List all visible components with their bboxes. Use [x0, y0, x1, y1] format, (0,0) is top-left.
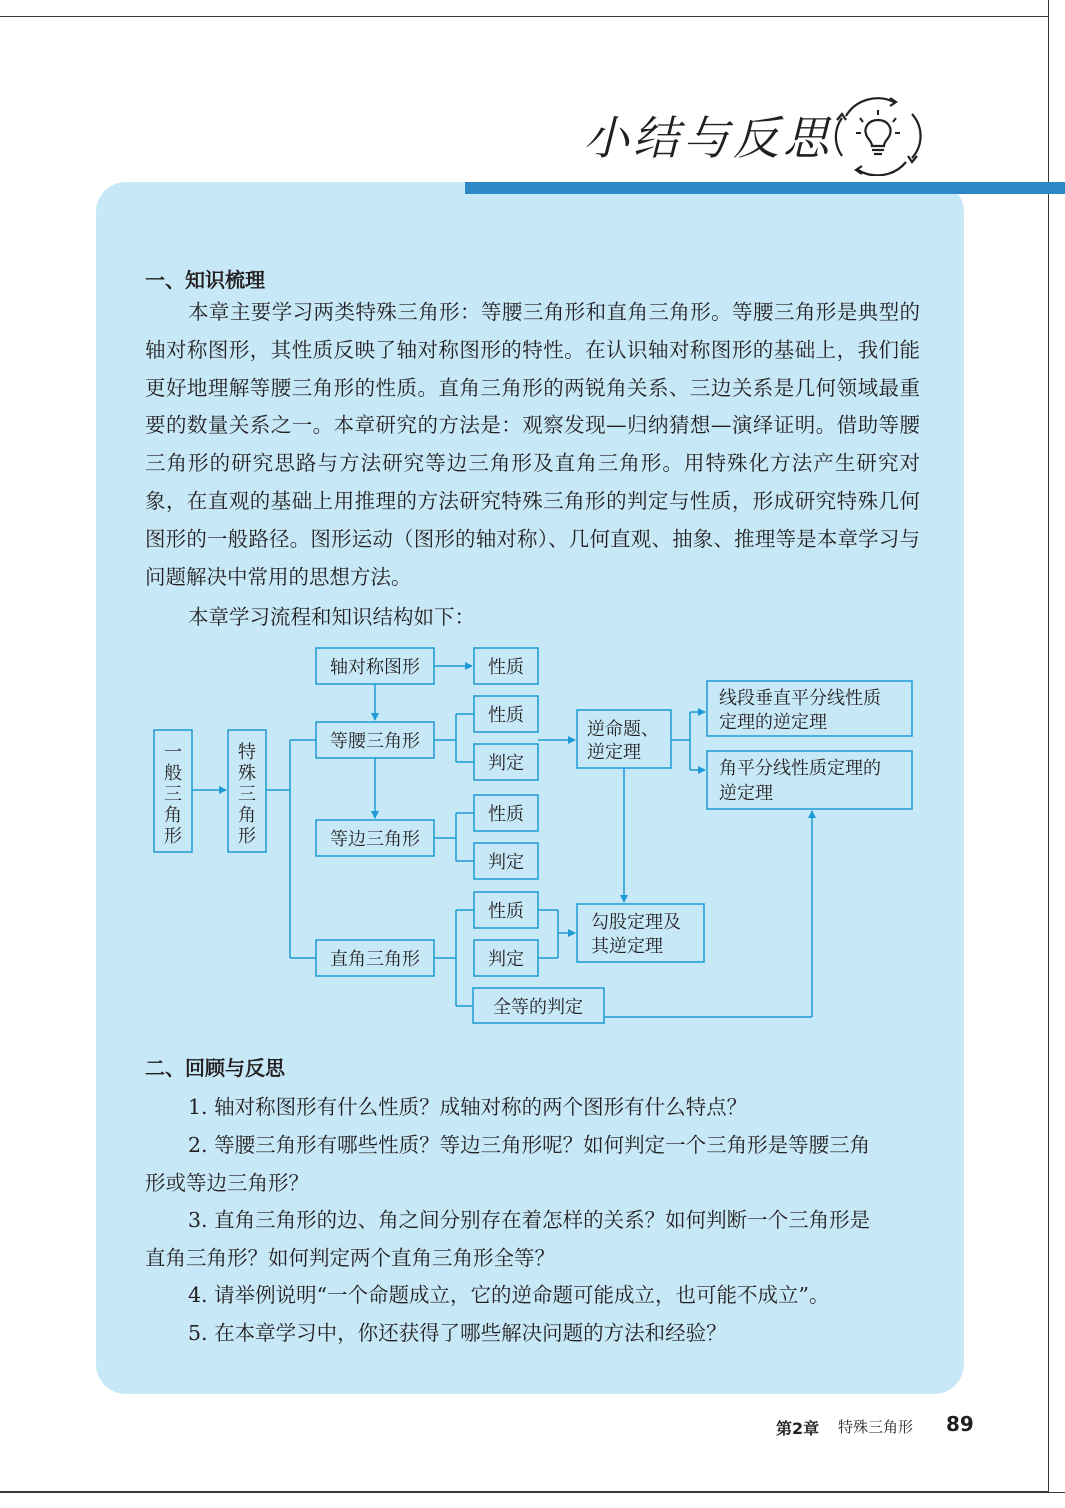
bottom-rule	[0, 1492, 1065, 1493]
lightbulb-cycle-icon	[832, 96, 924, 176]
st-text-char: 角	[238, 805, 256, 826]
st-text-char: 特	[238, 742, 256, 763]
gt-text-char: 般	[164, 763, 182, 784]
diagram-intro: 本章学习流程和知识结构如下：	[188, 605, 475, 629]
gt-text-char: 三	[164, 784, 182, 805]
page-number: 89	[946, 1412, 974, 1436]
converse-label-1: 逆命题、	[587, 719, 659, 740]
axial-property-label: 性质	[488, 657, 524, 678]
section2-heading: 二、回顾与反思	[145, 1056, 285, 1080]
isosceles-judgement-label: 判定	[488, 753, 524, 774]
footer-chapter-name: 特殊三角形	[838, 1418, 914, 1436]
isosceles-label: 等腰三角形	[330, 731, 420, 752]
equilateral-label: 等边三角形	[330, 829, 420, 850]
gt-text-char: 角	[164, 805, 182, 826]
question-3a: 3. 直角三角形的边、角之间分别存在着怎样的关系？如何判断一个三角形是	[188, 1208, 871, 1232]
section1-heading: 一、知识梳理	[145, 268, 265, 292]
bisector-label-2: 定理的逆定理	[719, 712, 827, 733]
question-1: 1. 轴对称图形有什么性质？成轴对称的两个图形有什么特点？	[188, 1095, 748, 1119]
knowledge-structure-diagram	[140, 640, 930, 1032]
title-accent-bar	[465, 182, 1065, 194]
congruence-label: 全等的判定	[493, 997, 583, 1018]
st-text-char: 形	[238, 826, 256, 847]
converse-label-2: 逆定理	[587, 742, 641, 763]
pythagoras-label-1: 勾股定理及	[591, 912, 681, 933]
pythagoras-label-2: 其逆定理	[591, 936, 663, 957]
question-2b: 形或等边三角形？	[145, 1171, 309, 1195]
section1-paragraph: 本章主要学习两类特殊三角形：等腰三角形和直角三角形。等腰三角形是典型的轴对称图形，其性质反映了轴对称图形的特性。在认识轴对称图形的基础上，我们能更好地理解等腰三角形的性质。直角三角形的两锐角关系、三边关系是几何领域最重要的数量关系之一。本章研究的方法是：观察发现—归纳猜想—演绎证明。借助等腰三角形的研究思路与方法研究等边三角形及直角三角形。用特殊化方法产生研究对象，在直观的基础上用推理的方法研究特殊三角形的判定与性质，形成研究特殊几何图形的一般路径。图形运动（图形的轴对称）、几何直观、抽象、推理等是本章学习与问题解决中常用的思想方法。	[145, 300, 920, 589]
right-property-label: 性质	[488, 901, 524, 922]
st-text-char: 殊	[238, 763, 256, 784]
angle-label-1: 角平分线性质定理的	[719, 758, 881, 779]
special-triangle-text	[238, 742, 256, 847]
angle-label-2: 逆定理	[719, 783, 773, 804]
question-2a: 2. 等腰三角形有哪些性质？等边三角形呢？如何判定一个三角形是等腰三角	[188, 1133, 871, 1157]
question-3b: 直角三角形？如何判定两个直角三角形全等？	[145, 1246, 555, 1270]
footer-chapter: 第2章	[776, 1419, 820, 1438]
gt-text-char: 一	[164, 742, 182, 763]
gt-text-char: 形	[164, 826, 182, 847]
st-text-char: 三	[238, 784, 256, 805]
question-4: 4. 请举例说明“一个命题成立，它的逆命题可能成立，也可能不成立”。	[188, 1283, 830, 1307]
equilateral-judgement-label: 判定	[488, 852, 524, 873]
isosceles-property-label: 性质	[488, 705, 524, 726]
axial-symmetry-label: 轴对称图形	[330, 657, 420, 678]
bisector-label-1: 线段垂直平分线性质	[719, 688, 881, 709]
question-5: 5. 在本章学习中，你还获得了哪些解决问题的方法和经验？	[188, 1321, 727, 1345]
equilateral-property-label: 性质	[488, 804, 524, 825]
right-judgement-label: 判定	[488, 949, 524, 970]
right-label: 直角三角形	[330, 949, 420, 970]
general-triangle-text	[164, 742, 182, 847]
page-title: 小结与反思	[583, 111, 833, 165]
